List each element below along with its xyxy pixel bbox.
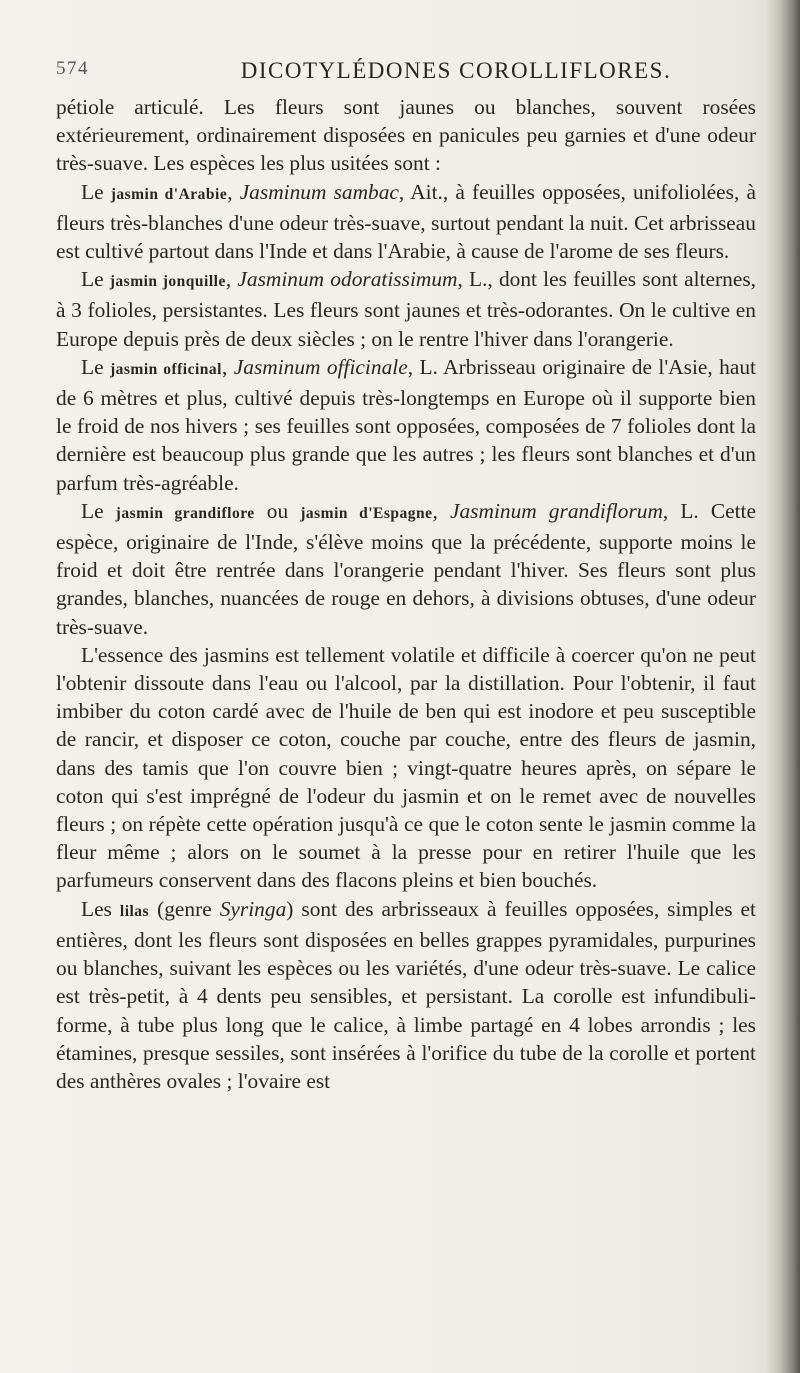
common-name: jasmin d'Arabie bbox=[110, 185, 228, 203]
paragraph-p5 bbox=[56, 641, 756, 895]
body-text bbox=[56, 93, 756, 1095]
text-run: , bbox=[227, 179, 240, 204]
text-run: , L., dont les feuilles sont alternes, à 3 folioles, persistantes. Les fleurs sont jaunes et très-odorantes. On le cultive en Europe depuis près de deux siècles ; on le rentre l'hiver dans l'orangerie. bbox=[56, 267, 756, 351]
page-number: 574 bbox=[56, 58, 89, 79]
text-run: , Ait., à feuilles opposées, unifoliolées, à fleurs très-blanches d'une odeur très-suave, surtout pendant la nuit. Cet arbrisseau est cultivé partout dans l'Inde et dans l'Arabie, à cause de l'arome de ses fleurs. bbox=[56, 179, 756, 264]
running-head bbox=[56, 58, 746, 88]
text-run: pétiole articulé. Les fleurs sont jaunes ou blanches, souvent rosées extérieurement, ordinairement disposées en panicules peu garnies et d'une odeur très-suave. Les espèces les plus usitées sont : bbox=[56, 95, 756, 176]
text-run: L'essence des jasmins est tellement volatile et difficile à coercer qu'on ne peut l'obtenir dissoute dans l'eau ou l'alcool, par la distillation. Pour l'obtenir, il faut imbiber du coton cardé avec de l'huile de ben qui est inodore et peu susceptible de rancir, et disposer ce coton, couche par couche, entre des fleurs de jasmin, dans des tamis que l'on couvre bien ; vingt-quatre heures après, on sépare le coton qui s'est imprégné de l'odeur du jasmin et on le remet avec de nouvelles fleurs ; on répète cette opération jusqu'à ce que le coton sente le jasmin comme la fleur même ; alors on le soumet à la presse pour en retirer l'huile que les parfumeurs conservent dans des flacons pleins et bien bouchés. bbox=[56, 642, 756, 893]
text-run: Les bbox=[81, 896, 120, 921]
text-run: Le bbox=[81, 267, 110, 292]
text-run: , L. Arbrisseau originaire de l'Asie, haut de 6 mètres et plus, cultivé depuis très-longtemps en Europe où il supporte bien le froid de nos hivers ; ses feuilles sont opposées, composées de 7 folioles dont la dernière est beaucoup plus grande que les autres ; les fleurs sont blanches et d'un parfum très-agréable. bbox=[56, 354, 756, 495]
latin-name: Jasminum sambac bbox=[239, 179, 399, 204]
latin-name: Jasminum grandiflorum bbox=[449, 498, 663, 523]
common-name: jasmin officinal bbox=[109, 360, 222, 378]
latin-name: Jasminum odoratissimum bbox=[237, 267, 458, 292]
text-run: , bbox=[221, 354, 234, 379]
text-run: Le bbox=[81, 179, 111, 204]
text-run: , L. Cette espèce, originaire de l'Inde, s'élève moins que la précédente, supporte moins le froid et doit être rentrée dans l'orangerie pendant l'hiver. Ses fleurs sont plus grandes, blanches, nuancées de rouge en dehors, à divisions obtuses, d'une odeur très-suave. bbox=[56, 498, 756, 639]
text-run: , bbox=[225, 267, 238, 292]
paragraph-p3 bbox=[56, 353, 756, 497]
text-run: ou bbox=[254, 498, 301, 523]
paragraph-p6 bbox=[56, 895, 756, 1095]
latin-name: Jasminum officinale bbox=[233, 354, 408, 379]
text-run: Le bbox=[81, 498, 116, 523]
paragraph-p1 bbox=[56, 178, 756, 266]
common-name: jasmin d'Espagne bbox=[300, 504, 433, 522]
latin-name: Syringa bbox=[219, 896, 287, 921]
common-name: lilas bbox=[119, 902, 150, 920]
text-run: ) sont des arbrisseaux à feuilles opposées, simples et entières, dont les fleurs sont disposées en belles grappes pyramidales, purpurines ou blanches, suivant les espèces ou les variétés, d'une odeur très-suave. Le calice est très-petit, à 4 dents peu sensibles, et persistant. La corolle est infundibuliforme, à tube plus long que le calice, à limbe partagé en 4 lobes arrondis ; les étamines, presque sessiles, sont insérées à l'orifice du tube de la corolle et portent des anthères ovales ; l'ovaire est bbox=[56, 896, 756, 1093]
paragraph-p4 bbox=[56, 497, 756, 641]
running-title: DICOTYLÉDONES COROLLIFLORES. bbox=[240, 58, 672, 83]
text-run: , bbox=[432, 498, 450, 523]
page-edge-shadow bbox=[766, 0, 800, 1373]
text-run: Le bbox=[81, 354, 110, 379]
common-name: jasmin jonquille bbox=[109, 273, 226, 291]
text-run: (genre bbox=[149, 896, 220, 921]
paragraph-p2 bbox=[56, 265, 756, 353]
paragraph-p0 bbox=[56, 93, 756, 178]
common-name: jasmin grandiflore bbox=[115, 504, 255, 522]
